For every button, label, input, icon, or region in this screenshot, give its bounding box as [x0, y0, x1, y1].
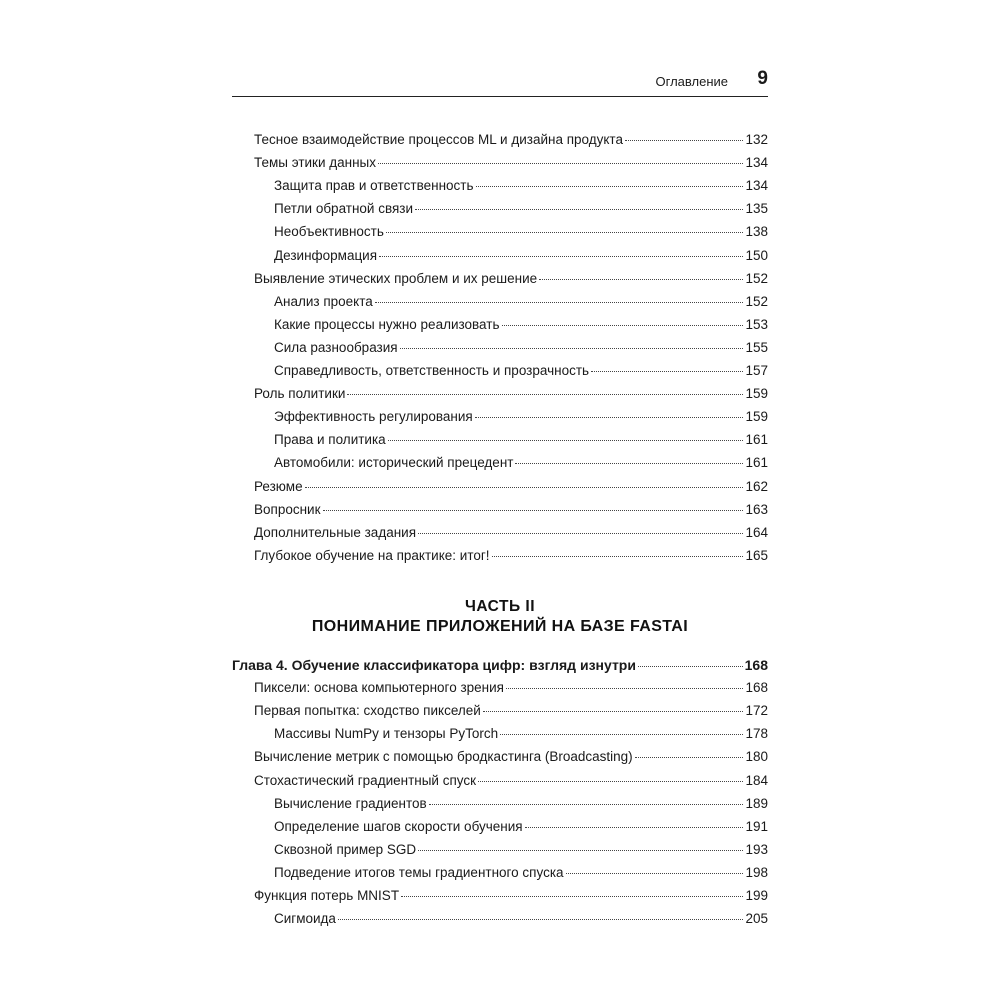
- toc-entry-page: 161: [745, 432, 768, 448]
- toc-entry-page: 135: [745, 201, 768, 217]
- toc-entry-page: 184: [745, 772, 768, 788]
- toc-entry: [274, 865, 768, 885]
- dot-leader: [400, 348, 744, 349]
- toc-entry-page: 159: [745, 386, 768, 402]
- toc-entry-title: Петли обратной связи: [274, 201, 414, 217]
- toc-entry-title: Определение шагов скорости обучения: [274, 818, 523, 834]
- dot-leader: [525, 827, 744, 828]
- toc-entry-title: Дополнительные задания: [254, 524, 417, 540]
- toc-entry-title: Автомобили: исторический прецедент: [274, 455, 514, 471]
- dot-leader: [539, 279, 743, 280]
- toc-entry: [254, 132, 768, 152]
- toc-entry-page: 134: [745, 155, 768, 171]
- toc-entry-page: 164: [745, 524, 768, 540]
- dot-leader: [386, 232, 744, 233]
- toc-entry: [254, 271, 768, 291]
- toc-entry: [254, 155, 768, 175]
- toc-entry-page: 193: [745, 841, 768, 857]
- toc-entry-title: Сила разнообразия: [274, 339, 398, 355]
- toc-entry-page: 159: [745, 409, 768, 425]
- toc-entry-page: 205: [745, 911, 768, 927]
- toc-entry-page: 161: [745, 455, 768, 471]
- dot-leader: [638, 666, 743, 667]
- toc-entry-title: Какие процессы нужно реализовать: [274, 316, 500, 332]
- toc-entry-page: 157: [745, 363, 768, 378]
- toc-entry: [274, 455, 768, 475]
- dot-leader: [515, 463, 743, 464]
- dot-leader: [415, 209, 743, 210]
- toc-entry: [274, 363, 768, 383]
- toc-entry-page: 180: [745, 749, 768, 765]
- toc-entry: [274, 911, 768, 931]
- toc-entry-title: Вопросник: [254, 501, 321, 517]
- dot-leader: [379, 256, 743, 257]
- section-title: Оглавление: [655, 74, 728, 89]
- toc-entry: [254, 888, 768, 908]
- dot-leader: [591, 371, 743, 372]
- dot-leader: [388, 440, 744, 441]
- toc-entry-title: Сигмоида: [274, 911, 336, 927]
- dot-leader: [635, 757, 744, 758]
- toc-entry-title: Массивы NumPy и тензоры PyTorch: [274, 726, 499, 742]
- dot-leader: [502, 325, 744, 326]
- dot-leader: [429, 804, 744, 805]
- dot-leader: [323, 510, 744, 511]
- toc-entry-title: Защита прав и ответственность: [274, 178, 474, 194]
- running-header: [232, 68, 768, 97]
- toc-entry-title: Тесное взаимодействие процессов ML и дизайна продукта: [254, 132, 623, 147]
- toc-entry-page: 132: [745, 132, 768, 147]
- toc-entry: [274, 178, 768, 198]
- toc-entry-page: 165: [745, 547, 768, 563]
- toc-entry: [274, 317, 768, 337]
- part-title: ПОНИМАНИЕ ПРИЛОЖЕНИЙ НА БАЗЕ FASTAI: [311, 618, 689, 635]
- dot-leader: [475, 417, 744, 418]
- toc-entry: [254, 703, 768, 723]
- toc-entry-title: Права и политика: [274, 432, 386, 448]
- dot-leader: [483, 711, 744, 712]
- toc-entry-title: Дезинформация: [274, 247, 378, 263]
- toc-entry-page: 172: [745, 703, 768, 719]
- dot-leader: [401, 896, 743, 897]
- toc-entry-title: Вычисление метрик с помощью бродкастинга (Broadcasting): [254, 749, 633, 765]
- toc-entry-title: Глава 4. Обучение классификатора цифр: взгляд изнутри: [232, 657, 636, 673]
- dot-leader: [418, 850, 743, 851]
- toc-entry: [254, 386, 768, 406]
- toc-entry-title: Резюме: [254, 478, 303, 494]
- toc-entry-title: Выявление этических проблем и их решение: [254, 270, 538, 286]
- toc-entry: [254, 548, 768, 568]
- toc-entry-title: Функция потерь MNIST: [254, 888, 400, 903]
- toc-entry-title: Сквозной пример SGD: [274, 841, 417, 857]
- toc-entry: [254, 749, 768, 769]
- dot-leader: [347, 394, 743, 395]
- toc-entry: [254, 773, 768, 793]
- toc-entry-title: Анализ проекта: [274, 293, 373, 309]
- dot-leader: [338, 919, 744, 920]
- toc-entry-page: 150: [745, 247, 768, 263]
- dot-leader: [478, 781, 743, 782]
- toc-entry-title: Темы этики данных: [254, 155, 376, 171]
- toc-entry: [254, 680, 768, 700]
- toc-entry-page: 138: [745, 224, 768, 240]
- toc-entry: [274, 224, 768, 244]
- toc-entry: [274, 409, 768, 429]
- toc-entry-title: Глубокое обучение на практике: итог!: [254, 547, 490, 563]
- toc-entry-page: 152: [745, 293, 768, 309]
- toc-chapter-entry: [232, 657, 768, 677]
- dot-leader: [305, 487, 744, 488]
- toc-entry: [274, 201, 768, 221]
- toc-entry-page: 162: [745, 478, 768, 494]
- toc-entry: [274, 726, 768, 746]
- toc-entry-title: Эффективность регулирования: [274, 409, 473, 425]
- toc-entry: [254, 502, 768, 522]
- toc-entry-title: Пиксели: основа компьютерного зрения: [254, 680, 504, 696]
- toc-entry-title: Вычисление градиентов: [274, 795, 427, 811]
- toc-entry: [274, 819, 768, 839]
- toc-entry: [254, 479, 768, 499]
- dot-leader: [506, 688, 744, 689]
- toc-entry-title: Первая попытка: сходство пикселей: [254, 703, 481, 719]
- dot-leader: [476, 186, 744, 187]
- toc-entry: [274, 294, 768, 314]
- page-number: 9: [757, 68, 768, 89]
- toc-entry-page: 178: [745, 726, 768, 742]
- toc-entry: [274, 432, 768, 452]
- toc-entry-title: Подведение итогов темы градиентного спуска: [274, 864, 564, 880]
- toc-entry: [254, 525, 768, 545]
- dot-leader: [418, 533, 743, 534]
- dot-leader: [625, 140, 743, 141]
- part-number: ЧАСТЬ II: [464, 598, 536, 615]
- toc-entry-page: 163: [745, 501, 768, 517]
- dot-leader: [378, 163, 743, 164]
- toc-entry-title: Справедливость, ответственность и прозрачность: [274, 363, 590, 378]
- toc-entry-page: 168: [744, 657, 768, 673]
- toc-entry-page: 134: [745, 178, 768, 194]
- toc-entry: [274, 248, 768, 268]
- toc-entry-page: 199: [745, 888, 768, 903]
- dot-leader: [492, 556, 744, 557]
- toc-entry-title: Необъективность: [274, 224, 384, 240]
- toc-entry-page: 155: [745, 339, 768, 355]
- toc-entry-page: 152: [745, 270, 768, 286]
- toc-entry-page: 153: [745, 316, 768, 332]
- dot-leader: [375, 302, 744, 303]
- toc-entry-page: 189: [745, 795, 768, 811]
- toc-entry: [274, 796, 768, 816]
- toc-entry-page: 198: [745, 864, 768, 880]
- dot-leader: [566, 873, 744, 874]
- toc-entry: [274, 340, 768, 360]
- part-heading: [232, 598, 768, 636]
- toc-entry: [274, 842, 768, 862]
- toc-entry-page: 191: [745, 818, 768, 834]
- toc-entry-page: 168: [745, 680, 768, 696]
- toc-entry-title: Стохастический градиентный спуск: [254, 772, 477, 788]
- dot-leader: [500, 734, 743, 735]
- toc-entry-title: Роль политики: [254, 386, 346, 402]
